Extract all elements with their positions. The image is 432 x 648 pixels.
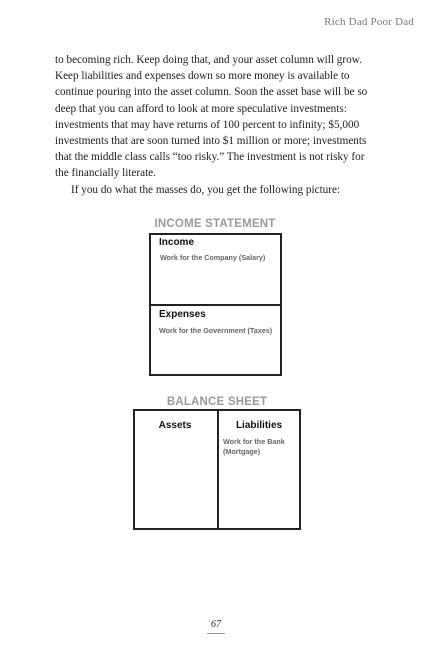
paragraph-2: If you do what the masses do, you get the following picture: bbox=[71, 183, 341, 196]
body-text bbox=[55, 52, 375, 198]
liabilities-label: Liabilities bbox=[235, 420, 283, 431]
income-statement-title: INCOME STATEMENT bbox=[154, 218, 276, 230]
income-note: Work for the Company (Salary) bbox=[160, 253, 266, 262]
page-number: 67 bbox=[211, 619, 221, 630]
expenses-note: Work for the Government (Taxes) bbox=[159, 326, 273, 335]
balance-sheet-title: BALANCE SHEET bbox=[166, 396, 268, 408]
income-statement-diagram bbox=[149, 233, 282, 376]
assets-label: Assets bbox=[158, 420, 192, 431]
running-head: Rich Dad Poor Dad bbox=[324, 16, 414, 28]
balance-sheet-diagram bbox=[133, 409, 301, 530]
paragraph-1: to becoming rich. Keep doing that, and your asset column will grow. Keep liabilities and expenses down so more money is available to continue pouring into the asset column. Soon the asset base will be so deep that you can afford to look at more speculative investments: investments that may have returns of 100 percent to infinity; $5,000 investments that are soon turned into $1 million or more; investments that the middle class calls “too risky.” The investment is not risky for the financially literate. bbox=[55, 54, 368, 180]
liabilities-note: Work for the Bank (Mortgage) bbox=[223, 437, 285, 456]
income-label: Income bbox=[159, 237, 195, 248]
page-number-rule bbox=[207, 633, 225, 634]
income-expenses-divider bbox=[151, 304, 280, 306]
expenses-label: Expenses bbox=[159, 309, 206, 320]
